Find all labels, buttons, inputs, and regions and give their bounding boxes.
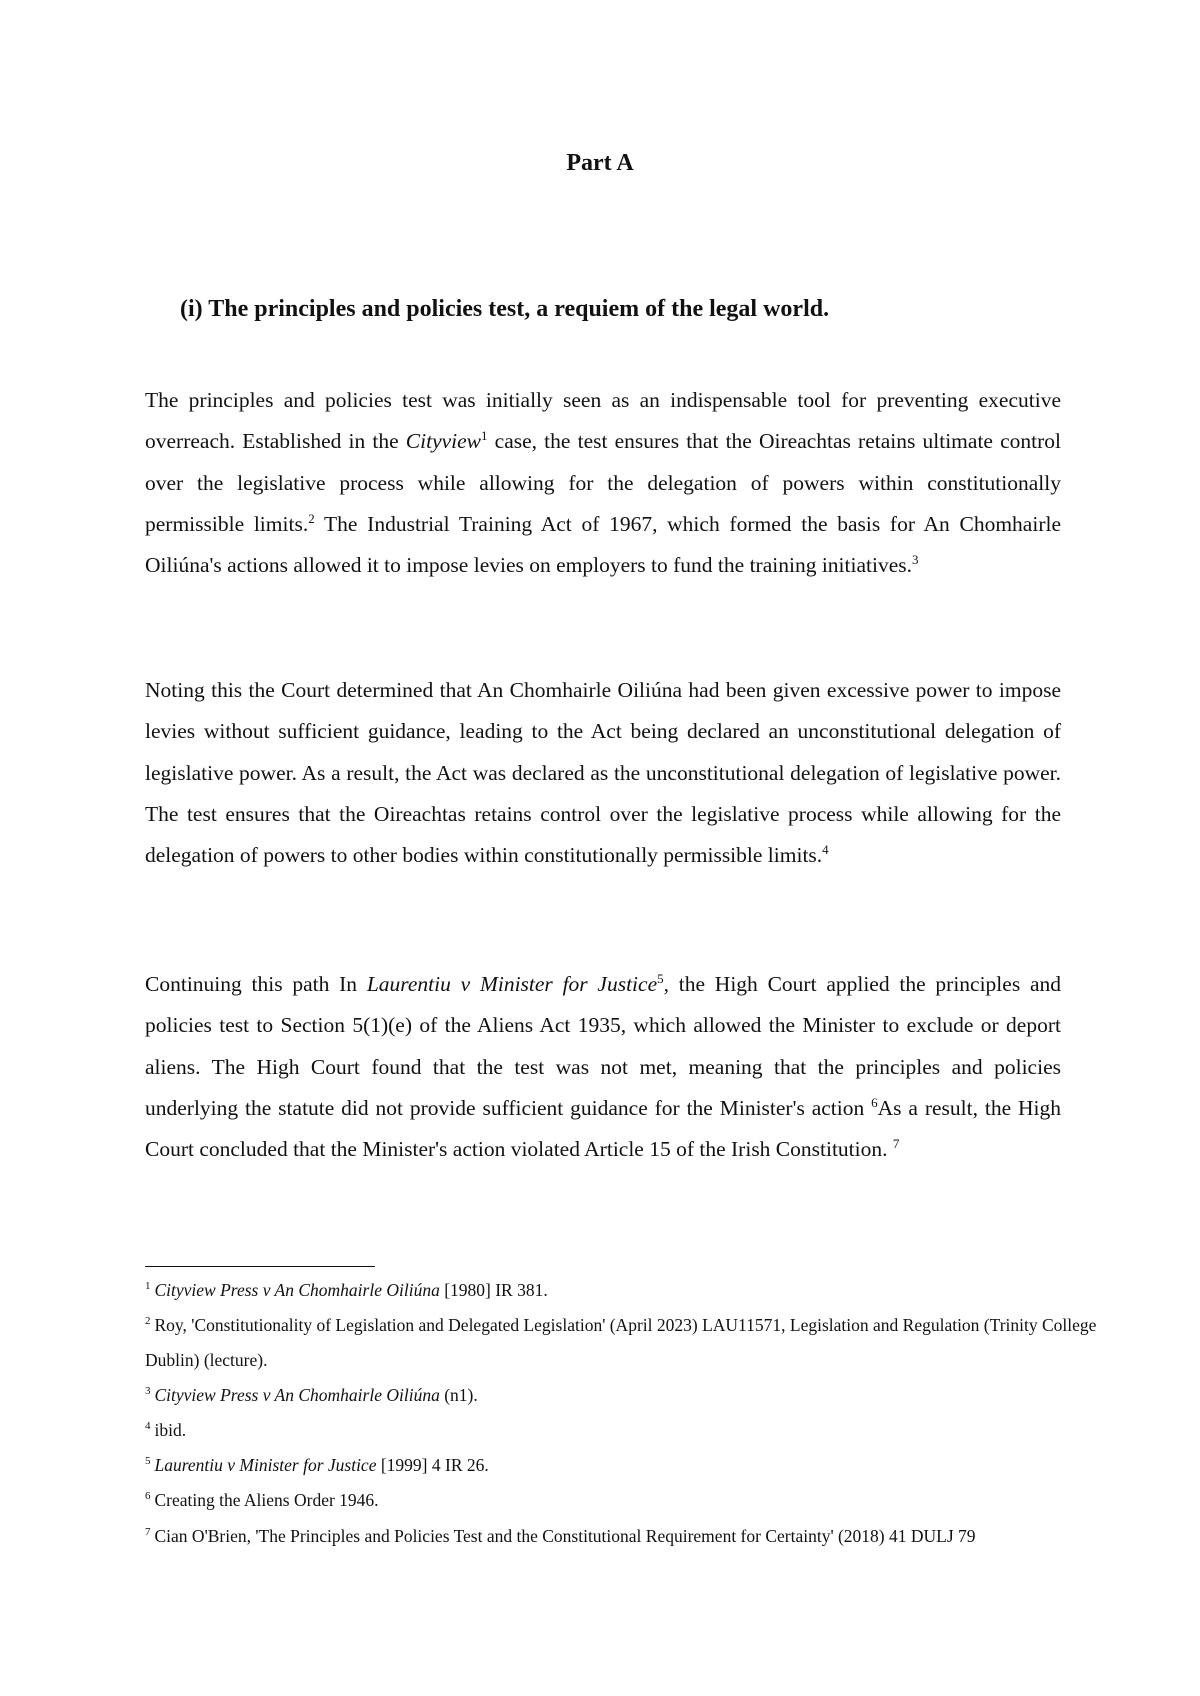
footnote-1	[145, 1273, 1135, 1308]
footnote-ref-7[interactable]: 7	[892, 1136, 900, 1152]
footnote-7	[145, 1519, 1145, 1554]
footnote-separator	[145, 1266, 375, 1267]
paragraph-text: The Industrial Training Act of 1967, which formed the basis for An Chomhairle Oiliúna's actions allowed it to impose levies on employers to fund the training initiatives.	[145, 511, 1061, 578]
case-name-italic: Laurentiu v Minister for Justice	[366, 972, 658, 996]
section-heading: (i) The principles and policies test, a requiem of the legal world.	[180, 296, 830, 322]
footnote-5	[145, 1448, 1135, 1483]
footnote-2	[145, 1308, 1135, 1378]
paragraph-1	[145, 380, 1061, 586]
footnote-ref-3[interactable]: 3	[912, 552, 919, 568]
footnote-number: 5	[145, 1455, 151, 1468]
footnote-number: 3	[145, 1385, 151, 1398]
paragraph-text: Noting this the Court determined that An Chomhairle Oiliúna had been given excessive power to impose levies without sufficient guidance, leading to the Act being declared an unconstitutional delegation of legislative power. As a result, the Act was declared as the unconstitutional delegation of legislative power. The test ensures that the Oireachtas retains control over the legislative process while allowing for the delegation of powers to other bodies within constitutionally permissible limits.	[145, 678, 1061, 868]
footnotes-list	[145, 1273, 1135, 1518]
footnote-text: [1999] 4 IR 26.	[376, 1455, 489, 1475]
footnote-number: 6	[145, 1490, 151, 1503]
paragraph-text: , the High Court applied the principles and policies test to Section 5(1)(e) of the Aliens Act 1935, which allowed the Minister to exclude or deport aliens. The High Court found that the test was not met, meaning that the principles and policies underlying the statute did not provide sufficient guidance for the Minister's action	[145, 972, 1062, 1120]
footnote-text: Cian O'Brien, 'The Principles and Policies Test and the Constitutional Requirement for Certainty' (2018) 41 DULJ 79	[154, 1526, 976, 1546]
footnote-text: Roy, 'Constitutionality of Legislation and Delegated Legislation' (April 2023) LAU11571, Legislation and Regulation (Trinity College Dublin) (lecture).	[145, 1315, 1097, 1370]
footnote-6	[145, 1483, 1135, 1518]
case-name-italic: Cityview	[405, 429, 482, 454]
paragraph-text: The principles and policies test was initially seen as an indispensable tool for preventing executive overreach. Established in the	[145, 388, 1061, 454]
footnote-case-name: Cityview Press v An Chomhairle Oiliúna	[154, 1280, 440, 1300]
paragraph-text: Continuing this path In	[145, 972, 367, 996]
part-title: Part A	[566, 150, 634, 176]
footnote-ref-2[interactable]: 2	[308, 510, 315, 526]
footnote-number: 2	[145, 1315, 151, 1328]
footnote-number: 4	[145, 1420, 151, 1433]
footnote-case-name: Cityview Press v An Chomhairle Oiliúna	[154, 1385, 440, 1405]
footnote-number: 7	[145, 1526, 151, 1539]
footnote-case-name: Laurentiu v Minister for Justice	[154, 1455, 377, 1475]
footnote-ref-6[interactable]: 6	[871, 1094, 878, 1110]
footnote-number: 1	[145, 1280, 151, 1293]
footnote-text: [1980] IR 381.	[439, 1280, 548, 1300]
paragraph-text: As a result, the High Court concluded that the Minister's action violated Article 15 of the Irish Constitution.	[145, 1095, 1061, 1162]
paragraph-3	[145, 964, 1061, 1170]
footnote-ref-5[interactable]: 5	[657, 970, 664, 986]
footnote-4	[145, 1413, 1135, 1448]
footnote-ref-4[interactable]: 4	[822, 842, 829, 858]
footnote-ref-1[interactable]: 1	[481, 428, 488, 444]
footnote-3	[145, 1378, 1135, 1413]
footnote-text: ibid.	[154, 1420, 187, 1440]
paragraph-text: case, the test ensures that the Oireachtas retains ultimate control over the legislative process while allowing for the delegation of powers within constitutionally permissible limits.	[145, 429, 1061, 536]
footnote-text: Creating the Aliens Order 1946.	[154, 1490, 379, 1510]
footnote-text: (n1).	[439, 1385, 478, 1405]
paragraph-2	[145, 670, 1061, 876]
